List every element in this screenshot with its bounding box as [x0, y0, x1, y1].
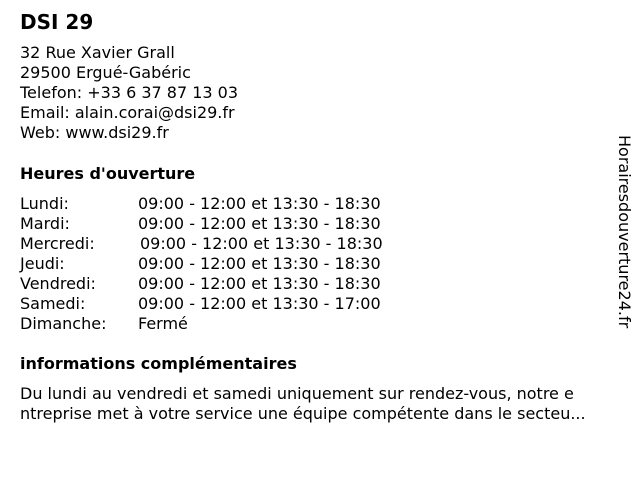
website: Web: www.dsi29.fr [20, 123, 169, 142]
hours-day: Mardi: [20, 214, 70, 233]
hours-day: Vendredi: [20, 274, 96, 293]
hours-day: Lundi: [20, 194, 69, 213]
opening-hours-heading: Heures d'ouverture [20, 164, 196, 183]
brand-link[interactable]: Horairesdouverture24.fr [615, 135, 634, 329]
hours-time: 09:00 - 12:00 et 13:30 - 18:30 [140, 234, 383, 253]
city-address: 29500 Ergué-Gabéric [20, 63, 191, 82]
info-text-line: Du lundi au vendredi et samedi uniquement sur rendez-vous, notre e [20, 384, 574, 403]
hours-day: Jeudi: [20, 254, 65, 273]
hours-day: Samedi: [20, 294, 86, 313]
business-name: DSI 29 [20, 10, 94, 34]
hours-day: Mercredi: [20, 234, 95, 253]
info-text-line: ntreprise met à votre service une équipe compétente dans le secteu... [20, 404, 586, 423]
phone-number: Telefon: +33 6 37 87 13 03 [20, 83, 239, 102]
hours-time: 09:00 - 12:00 et 13:30 - 18:30 [138, 274, 381, 293]
hours-time: 09:00 - 12:00 et 13:30 - 18:30 [138, 214, 381, 233]
hours-day: Dimanche: [20, 314, 107, 333]
additional-info-text [20, 384, 632, 424]
hours-time: 09:00 - 12:00 et 13:30 - 18:30 [138, 254, 381, 273]
additional-info-heading: informations complémentaires [20, 354, 297, 373]
address-block [20, 43, 238, 143]
street-address: 32 Rue Xavier Grall [20, 43, 175, 62]
email-address: Email: alain.corai@dsi29.fr [20, 103, 235, 122]
hours-time: Fermé [138, 314, 188, 333]
hours-time: 09:00 - 12:00 et 13:30 - 17:00 [138, 294, 381, 313]
hours-time: 09:00 - 12:00 et 13:30 - 18:30 [138, 194, 381, 213]
